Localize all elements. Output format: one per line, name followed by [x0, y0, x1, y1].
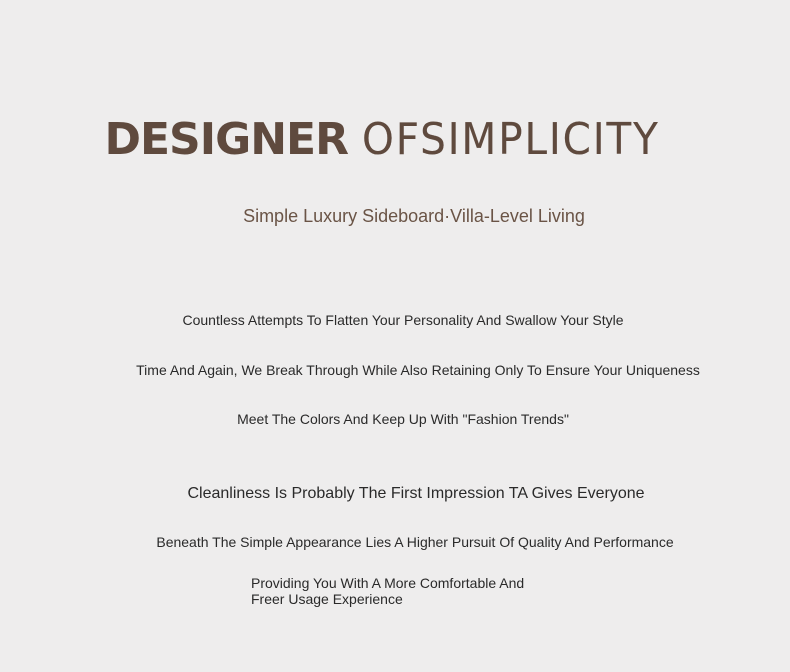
subtitle: Simple Luxury Sideboard·Villa-Level Living: [243, 206, 585, 226]
headline: [0, 114, 790, 165]
text-line-5: Beneath The Simple Appearance Lies A Higher Pursuit Of Quality And Performance: [156, 534, 674, 550]
text-line-2: Time And Again, We Break Through While Also Retaining Only To Ensure Your Uniqueness: [136, 362, 700, 378]
closing-paragraph: Providing You With A More Comfortable And Freer Usage Experience: [251, 575, 525, 607]
text-line-4: Cleanliness Is Probably The First Impression TA Gives Everyone: [187, 485, 645, 502]
text-line-1: Countless Attempts To Flatten Your Personality And Swallow Your Style: [182, 312, 624, 328]
headline-bold: DESIGNER: [104, 114, 348, 165]
text-line-3: Meet The Colors And Keep Up With "Fashion Trends": [237, 411, 569, 427]
headline-light: OFSIMPLICITY: [362, 114, 660, 165]
